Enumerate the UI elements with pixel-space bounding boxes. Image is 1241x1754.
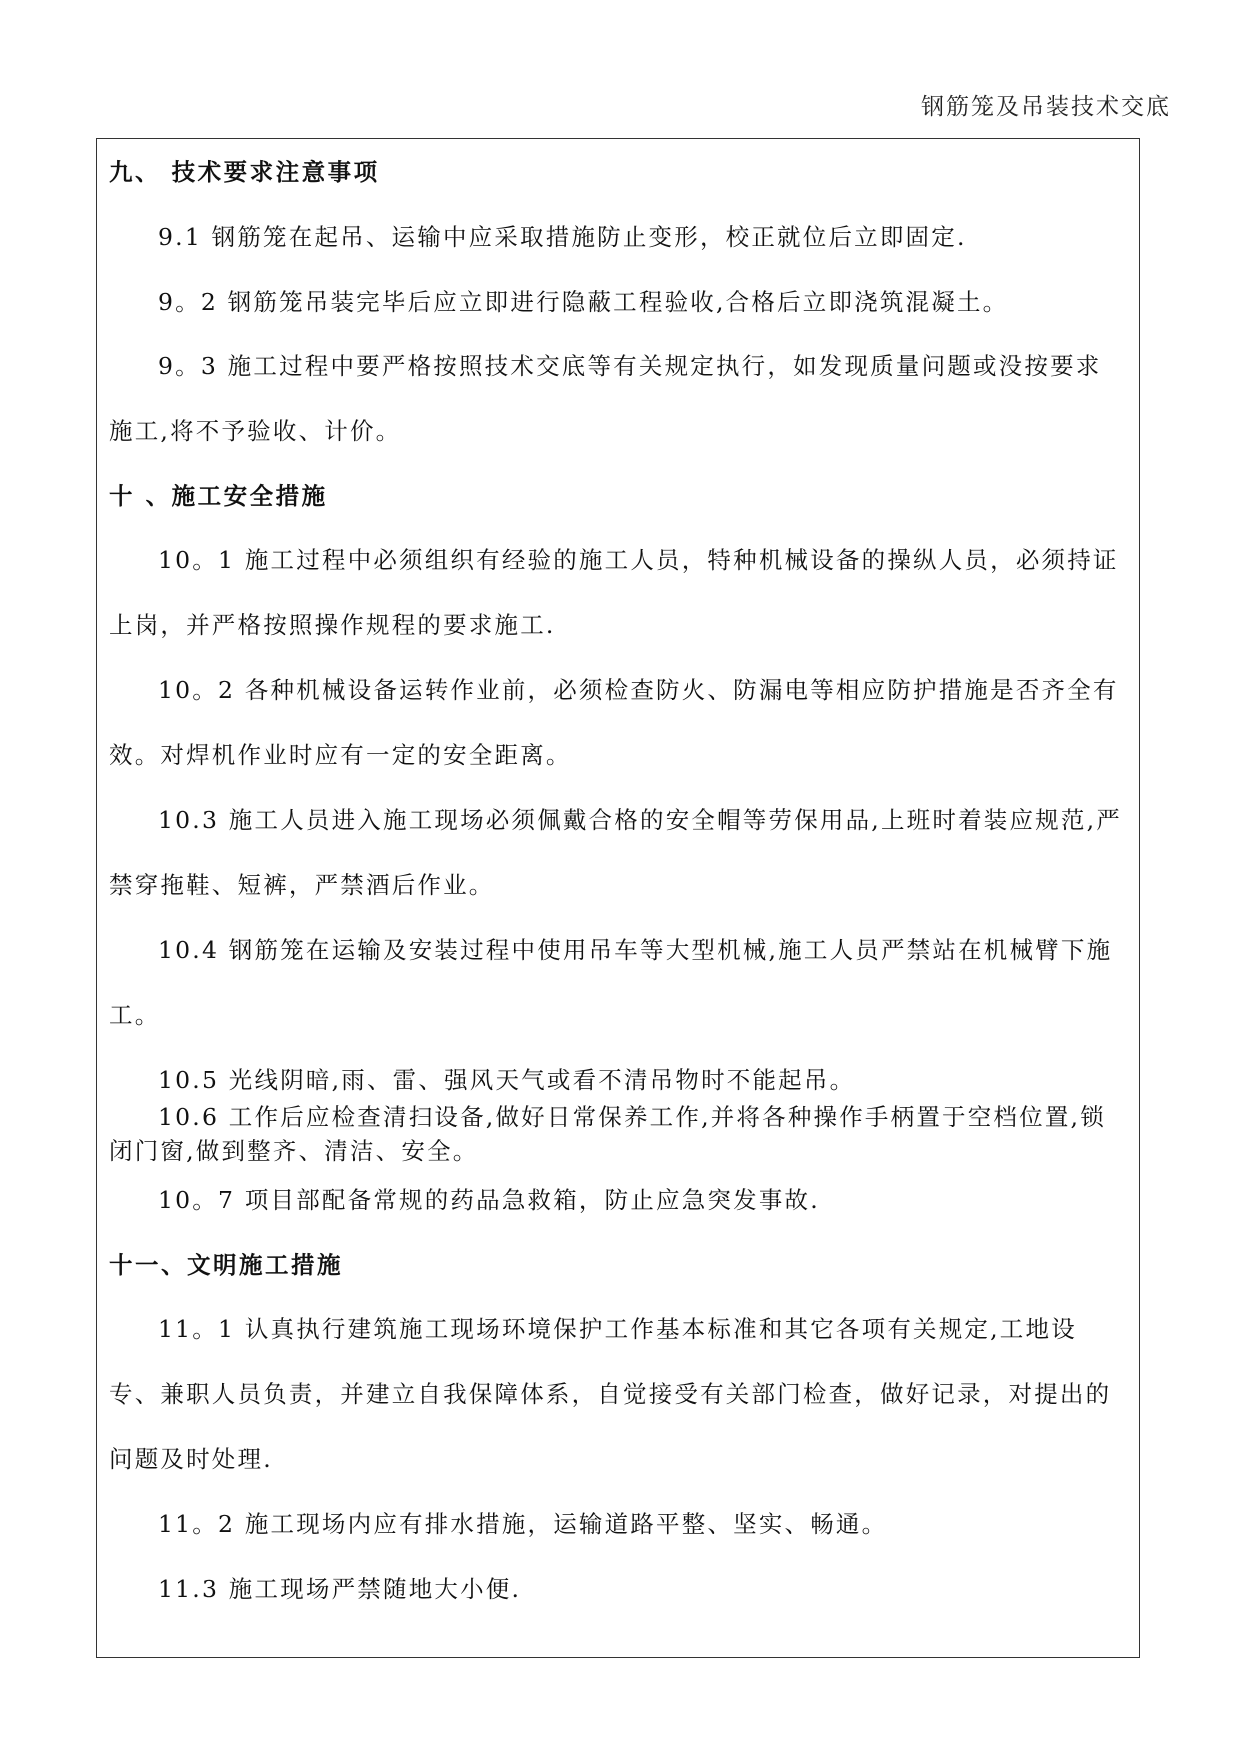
item-11-2: 11。2 施工现场内应有排水措施，运输道路平整、坚实、畅通。 xyxy=(158,1510,888,1538)
item-9-1: 9.1 钢筋笼在起吊、运输中应采取措施防止变形，校正就位后立即固定. xyxy=(158,223,967,251)
item-10-4: 10.4 钢筋笼在运输及安装过程中使用吊车等大型机械,施工人员严禁站在机械臂下施工。 xyxy=(109,936,1113,1029)
section-11-heading: 十一、文明施工措施 xyxy=(109,1251,343,1279)
item-10-3: 10.3 施工人员进入施工现场必须佩戴合格的安全帽等劳保用品,上班时着装应规范,严禁穿拖鞋、短裤，严禁酒后作业。 xyxy=(109,806,1122,899)
item-10-1: 10。1 施工过程中必须组织有经验的施工人员，特种机械设备的操纵人员，必须持证上岗，并严格按照操作规程的要求施工. xyxy=(109,546,1119,639)
item-10-6: 10.6 工作后应检查清扫设备,做好日常保养工作,并将各种操作手柄置于空档位置,锁闭门窗,做到整齐、清洁、安全。 xyxy=(109,1103,1106,1165)
item-11-3: 11.3 施工现场严禁随地大小便. xyxy=(158,1575,522,1603)
item-10-5: 10.5 光线阴暗,雨、雷、强风天气或看不清吊物时不能起吊。 xyxy=(158,1066,856,1094)
section-10-heading: 十 、施工安全措施 xyxy=(109,482,328,510)
item-10-2: 10。2 各种机械设备运转作业前，必须检查防火、防漏电等相应防护措施是否齐全有效。对焊机作业时应有一定的安全距离。 xyxy=(109,676,1119,769)
item-9-2: 9。2 钢筋笼吊装完毕后应立即进行隐蔽工程验收,合格后立即浇筑混凝土。 xyxy=(158,288,1009,316)
document-header-title: 钢筋笼及吊装技术交底 xyxy=(921,94,1171,120)
item-9-3: 9。3 施工过程中要严格按照技术交底等有关规定执行，如发现质量问题或没按要求施工,将不予验收、计价。 xyxy=(109,352,1102,445)
document-body xyxy=(109,155,1127,1606)
item-11-1: 11。1 认真执行建筑施工现场环境保护工作基本标准和其它各项有关规定,工地设专、兼职人员负责，并建立自我保障体系，自觉接受有关部门检查，做好记录，对提出的问题及时处理. xyxy=(109,1315,1112,1473)
content-frame xyxy=(96,138,1140,1658)
item-10-7: 10。7 项目部配备常规的药品急救箱，防止应急突发事故. xyxy=(158,1186,820,1214)
section-9-heading: 九、 技术要求注意事项 xyxy=(109,158,380,186)
